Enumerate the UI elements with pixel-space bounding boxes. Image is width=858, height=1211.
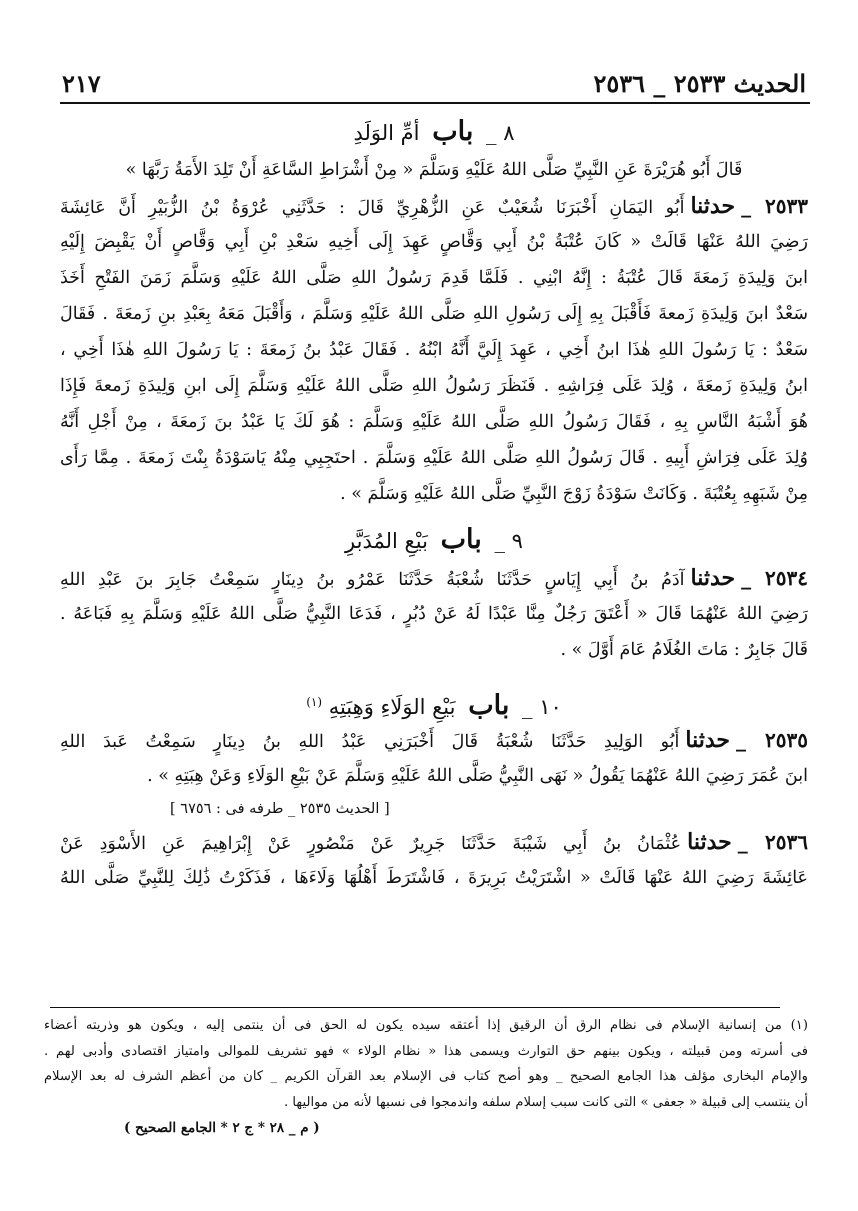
hadith-line: ابنَ وَلِيدَةِ زَمعَةَ قَالَ عُتْبَةُ : إِنَّهُ ابْنِي . فَلَمَّا قَدِمَ رَسُولُ اللهِ صَلَّى اللهُ عَلَيْهِ وَسَلَّمَ زَمَنَ الفَتْحِ أَخَذَ (60, 268, 808, 288)
hadith-line: عَائِشَةَ رَضِيَ اللهُ عَنْهَا قَالَتْ « اشْتَرَيْتُ بَرِيرَةَ ، فَاشْتَرَطَ أَهْلُهَا وَلَاءَهَا ، فَذَكَرْتُ ذَٰلِكَ لِلنَّبِيِّ صَلَّى اللهُ (60, 868, 808, 888)
hadith-line: ابنَ عُمَرَ رَضِيَ اللهُ عَنْهُمَا يَقُولُ « نَهَى النَّبِيُّ صَلَّى اللهُ عَلَيْهِ وَسَلَّمَ عَنْ بَيْعِ الوَلَاءِ وَعَنْ هِبَتِهِ » . (147, 766, 808, 786)
cross-reference: [ الحديث ٢٥٣٥ _ طرفه فى : ٦٧٥٦ ] (170, 801, 390, 817)
hadith-text: أَبُو اليَمَانِ أَخْبَرَنَا شُعَيْبٌ عَنِ الزُّهْرِيِّ قَالَ : حَدَّثَنِي عُرْوَةُ بْنُ الزُّبَيْرِ أَنَّ عَائِشَةَ (60, 198, 685, 218)
footnote-line: أن ينتسب إلى قبيلة « جعفى » التى كانت سبب إسلام سلفه واندمجوا فى نسبها لأنه من مواليها . (284, 1094, 808, 1110)
footnote-line: (١) من إنسانية الإسلام فى نظام الرق أن الرقيق إذا أعتقه سيده يكون له الحق فى أن ينتمى إليه ، ويكون هو وذريته أعضاء (44, 1018, 808, 1033)
page-content (60, 112, 808, 896)
hadith-line (60, 560, 808, 596)
hadith-number: ٢٥٣٣ _ (741, 194, 808, 218)
chapter-text-line: قَالَ أَبُو هُرَيْرَةَ عَنِ النَّبِيِّ صَلَّى اللهُ عَلَيْهِ وَسَلَّمَ « مِنْ أَشْرَاطِ السَّاعَةِ أَنْ تَلِدَ الأَمَةُ رَبَّهَا » (125, 160, 743, 180)
chapter-heading-8 (60, 112, 808, 152)
print-signature: ( م _ ٢٨ * ج ٢ * الجامع الصحيح ) (124, 1120, 320, 1136)
haddathana-word: حدثنا (685, 727, 731, 753)
chapter-number: ١٠ _ (522, 695, 562, 719)
hadith-line (60, 824, 808, 860)
running-head-label: الحديث ٢٥٣٣ _ ٢٥٣٦ (593, 69, 806, 98)
hadith-line: قَالَ جَابِرٌ : مَاتَ الغُلَامُ عَامَ أَوَّلَ » . (560, 640, 808, 660)
spacer (60, 668, 808, 682)
hadith-line: ابنُ وَلِيدَةِ زَمعَةَ ، وُلِدَ عَلَى فِرَاشِهِ . فَنَظَرَ رَسُولُ اللهِ صَلَّى اللهُ عَلَيْهِ وَسَلَّمَ إِلَى ابنِ وَلِيدَةِ زَمعةَ فَإِذَا (60, 376, 808, 396)
chapter-title: أمِّ الوَلَدِ (353, 121, 420, 145)
hadith-number: ٢٥٣٦ _ (737, 830, 808, 854)
haddathana-word: حدثنا (687, 829, 732, 855)
hadith-text: عُثْمَانُ بنُ أَبِي شَيْبَةَ حَدَّثَنَا جَرِيرٌ عَنْ مَنْصُورٍ عَنْ إِبْرَاهِيمَ عَنِ الأَسْوَدِ عَنْ (60, 834, 682, 854)
hadith-line: هُوَ أَشْبَهُ النَّاسِ بِهِ ، فَقَالَ رَسُولُ اللهِ صَلَّى اللهُ عَلَيْهِ وَسَلَّمَ : هُوَ لَكَ يَا عَبْدُ بنَ زَمعَةَ ، مِنْ أَجْلِ أَنَّهُ (60, 412, 808, 432)
hadith-number: ٢٥٣٤ _ (741, 566, 808, 590)
hadith-text: أَبُو الوَلِيدِ حَدَّثَنَا شُعْبَةُ قَالَ أَخْبَرَنِي عَبْدُ اللهِ بنُ دِينَارٍ سَمِعْتُ عَبدَ اللهِ (60, 732, 680, 752)
chapter-bab-word: باب (468, 690, 510, 721)
chapter-title: بَيْعِ المُدَبَّرِ (345, 529, 428, 553)
hadith-text: آدَمُ بنُ أَبِي إِيَاسٍ حَدَّثَنَا شُعْبَةُ حَدَّثَنَا عَمْرُو بنُ دِينَارٍ سَمِعْتُ جَابِرَ بنَ عَبْدِ اللهِ (60, 570, 685, 590)
hadith-line: سَعْدٌ : يَا رَسُولَ اللهِ هٰذَا ابنُ أَخِي ، عَهِدَ إِلَيَّ أَنَّهُ ابْنُهُ . فَقَالَ عَبْدُ بنُ زَمعَةَ : يَا رَسُولَ اللهِ هٰذَا أَخِي ، (60, 340, 808, 360)
spacer (60, 512, 808, 520)
hadith-line: مِنْ شَبَهِهِ بِعُتْبَةَ . وَكَانَتْ سَوْدَةُ زَوْجَ النَّبِيِّ صَلَّى اللهُ عَلَيْهِ وَسَلَّمَ » . (340, 484, 808, 504)
hadith-line: سَعْدٌ ابنَ وَلِيدَةِ زَمعةَ فَأَقْبَلَ بِهِ إِلَى رَسُولِ اللهِ صَلَّى اللهُ عَلَيْهِ وَسَلَّمَ ، وَأَقْبَلَ مَعَهُ بِعَبْدِ بنِ زَمعَةَ . فَقَالَ (60, 304, 808, 324)
chapter-heading-9 (60, 520, 808, 560)
hadith-line: رَضِيَ اللهُ عَنْهُمَا قَالَ « أَعْتَقَ رَجُلٌ مِنَّا عَبْدًا لَهُ عَنْ دُبُرٍ ، فَدَعَا النَّبِيُّ صَلَّى اللهُ عَلَيْهِ وَسَلَّمَ بِهِ فَبَاعَهُ . (60, 604, 808, 624)
hadith-line: رَضِيَ اللهُ عَنْهَا قَالَتْ « كَانَ عُتْبَةُ بْنُ أَبِي وَقَّاصٍ عَهِدَ إِلَى أَخِيهِ سَعْدِ بْنِ أَبِي وَقَّاصٍ أَنْ يَقْبِضَ إِلَيْهِ (60, 232, 808, 252)
chapter-bab-word: باب (432, 116, 474, 147)
chapter-bab-word: باب (440, 524, 482, 555)
haddathana-word: حدثنا (690, 193, 736, 219)
footnote-line: والإمام البخارى مؤلف هذا الجامع الصحيح _ وهو أصح كتاب فى الإسلام بعد القرآن الكريم _ كان من أعظم الشرف له بعد الإسلام (44, 1069, 808, 1084)
header-rule (60, 102, 810, 104)
hadith-line (60, 722, 808, 758)
chapter-number: ٩ _ (494, 529, 523, 553)
footnote-rule (50, 1007, 780, 1008)
footnote-marker: (١) (306, 695, 323, 709)
chapter-heading-10 (60, 682, 808, 722)
page-number: ٢١٧ (62, 69, 101, 98)
footnote-line: فى أسرته ومن قبيلته ، ويكون بينهم حق التوارث ويسمى هذا « نظام الولاء » فهو تشريف للموالى وامتياز اقتصادى وأدبى لهم . (44, 1043, 808, 1059)
chapter-title: بَيْعِ الوَلَاءِ وَهِبَتِهِ (328, 695, 456, 719)
haddathana-word: حدثنا (690, 565, 736, 591)
hadith-number: ٢٥٣٥ _ (736, 728, 808, 752)
chapter-number: ٨ _ (486, 121, 515, 145)
running-head (62, 58, 806, 98)
hadith-line (60, 188, 808, 224)
hadith-line: وُلِدَ عَلَى فِرَاشِ أَبِيهِ . قَالَ رَسُولُ اللهِ صَلَّى اللهُ عَلَيْهِ وَسَلَّمَ . احتَجِبِي مِنْهُ يَاسَوْدَةُ بِنْتَ زَمعَةَ . مِمَّا رَأَى (60, 448, 808, 468)
footnotes (44, 1013, 808, 1141)
